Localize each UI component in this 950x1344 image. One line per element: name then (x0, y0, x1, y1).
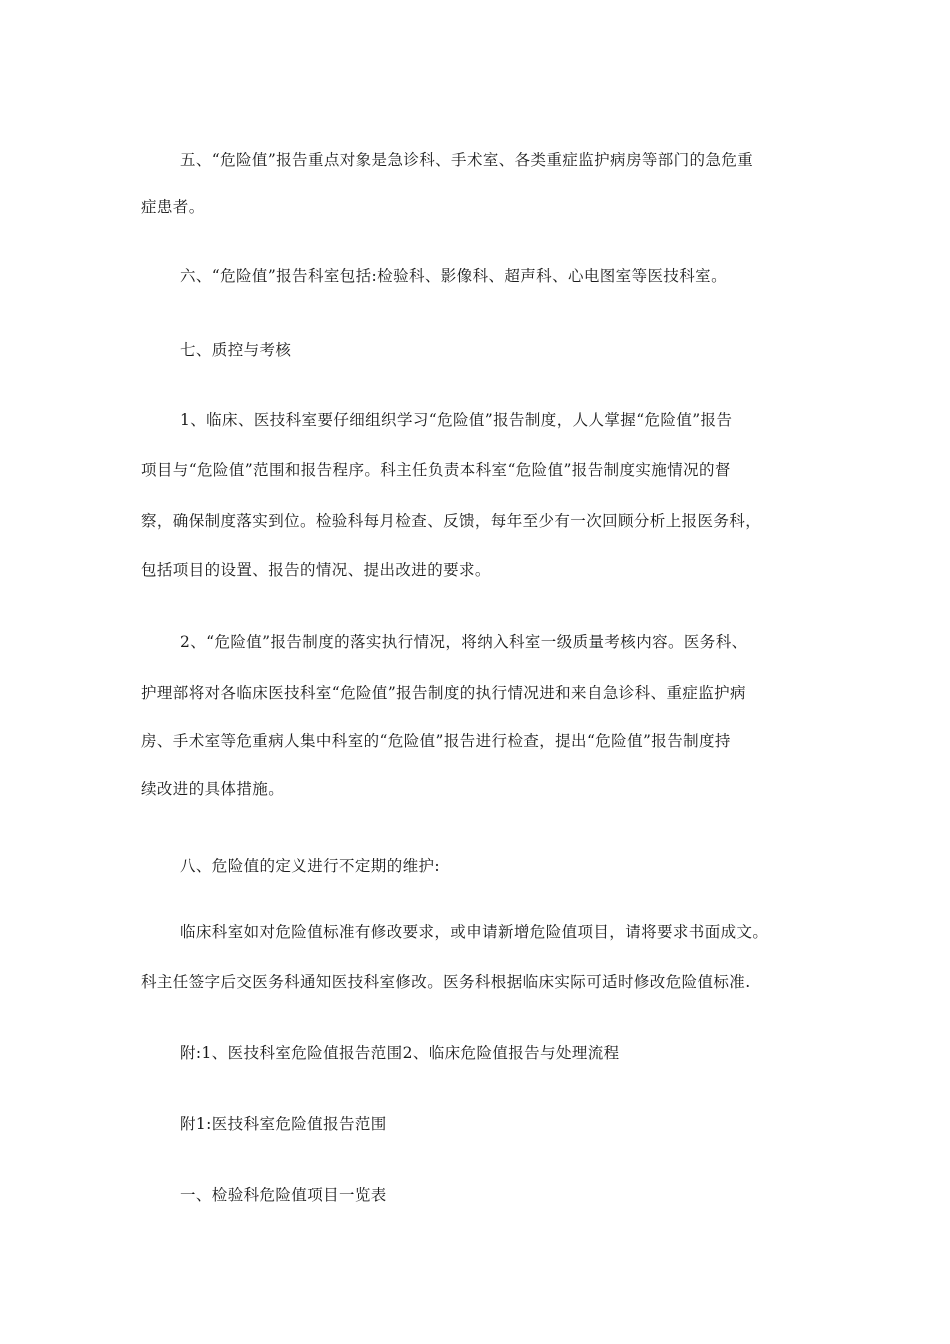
text-line: 察，确保制度落实到位。检验科每月检查、反馈，每年至少有一次回顾分析上报医务科， (141, 512, 762, 530)
text-line: 科主任签字后交医务科通知医技科室修改。医务科根据临床实际可适时修改危险值标准. (141, 973, 751, 991)
text-line: 包括项目的设置、报告的情况、提出改进的要求。 (141, 561, 491, 579)
text-line: 症患者。 (141, 198, 205, 216)
text-line: 续改进的具体措施。 (141, 780, 285, 798)
text-line: 项目与“危险值”范围和报告程序。科主任负责本科室“危险值”报告制度实施情况的督 (141, 461, 731, 479)
section-heading: 一、检验科危险值项目一览表 (180, 1186, 387, 1204)
section-heading: 七、质控与考核 (180, 341, 292, 359)
section-heading: 八、危险值的定义进行不定期的维护: (180, 857, 441, 875)
text-line: 六、“危险值”报告科室包括:检验科、影像科、超声科、心电图室等医技科室。 (180, 267, 727, 285)
text-line: 临床科室如对危险值标准有修改要求，或申请新增危险值项目，请将要求书面成文。 (180, 923, 769, 941)
text-line: 2、“危险值”报告制度的落实执行情况，将纳入科室一级质量考核内容。医务科、 (180, 633, 748, 651)
text-line: 房、手术室等危重病人集中科室的“危险值”报告进行检查，提出“危险值”报告制度持 (141, 732, 731, 750)
text-line: 附1:医技科室危险值报告范围 (180, 1115, 387, 1133)
text-line: 1、临床、医技科室要仔细组织学习“危险值”报告制度，人人掌握“危险值”报告 (180, 411, 733, 429)
text-line: 五、“危险值”报告重点对象是急诊科、手术室、各类重症监护病房等部门的急危重 (180, 151, 754, 169)
text-line: 护理部将对各临床医技科室“危险值”报告制度的执行情况进和来自急诊科、重症监护病 (141, 684, 746, 702)
text-line: 附:1、医技科室危险值报告范围2、临床危险值报告与处理流程 (180, 1044, 620, 1062)
